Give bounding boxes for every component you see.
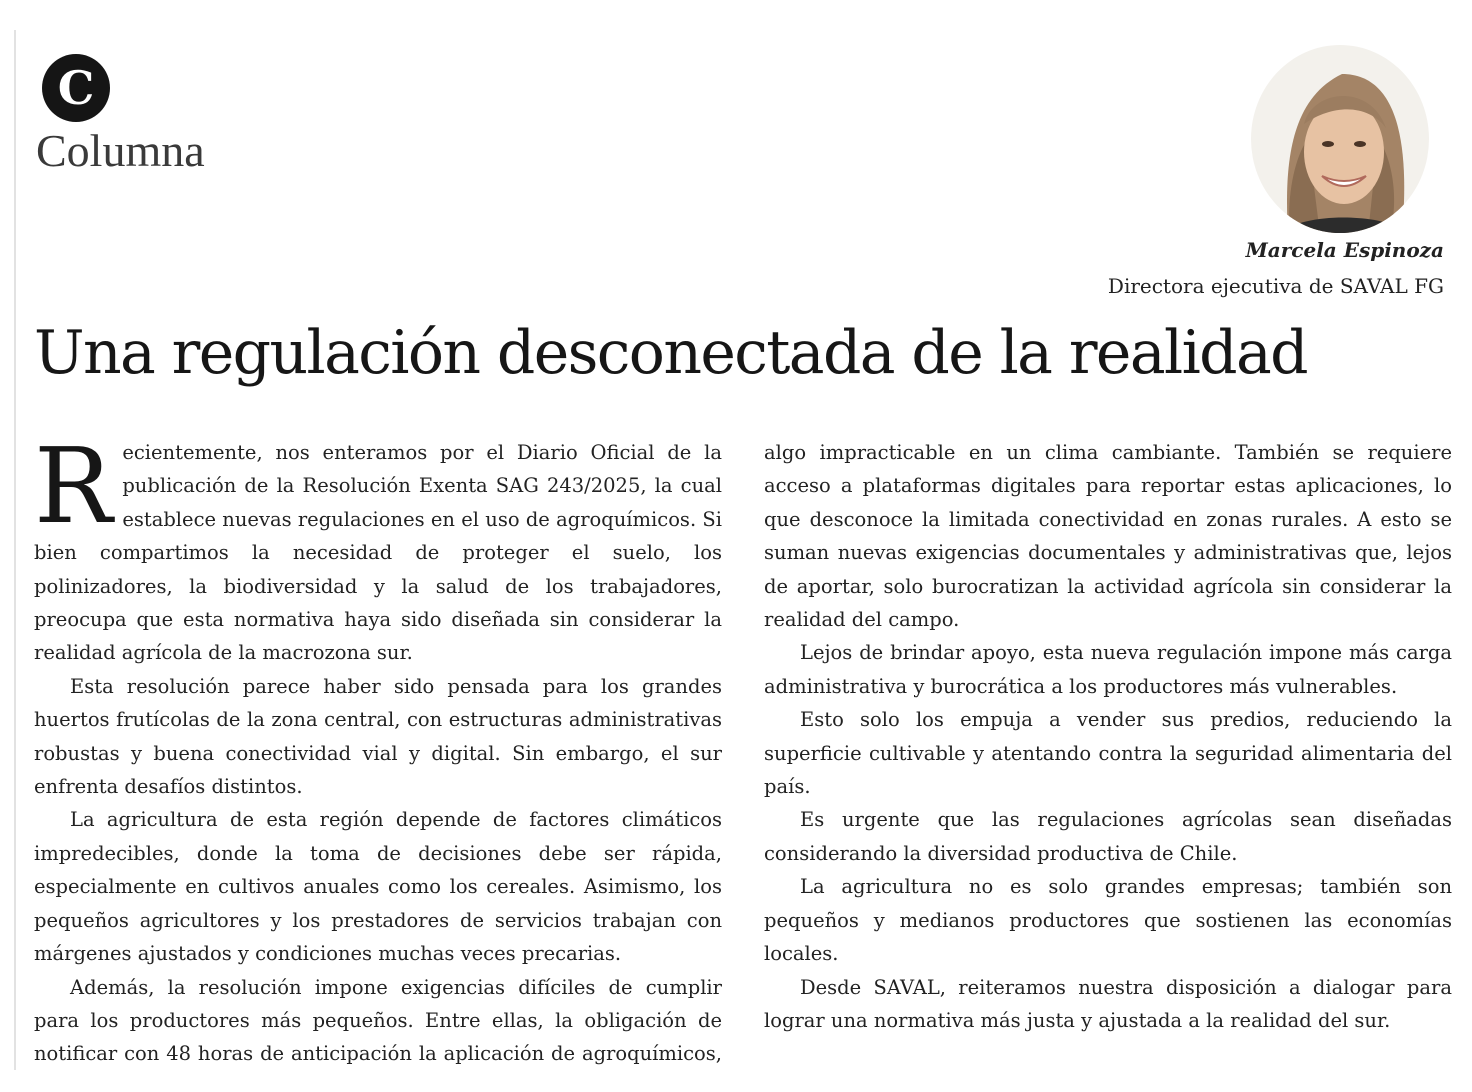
- article-paragraph: Desde SAVAL, reiteramos nuestra disposición a dialogar para lograr una normativa más justa y ajustada a la realidad del sur.: [764, 975, 1452, 1032]
- drop-cap: R: [34, 425, 113, 547]
- article-paragraph: Es urgente que las regulaciones agrícolas sean diseñadas considerando la diversidad productiva de Chile.: [764, 808, 1452, 865]
- article-paragraph: [34, 425, 722, 670]
- article-paragraph: Lejos de brindar apoyo, esta nueva regulación impone más carga administrativa y burocrática a los productores más vulnerables.: [764, 641, 1452, 698]
- article-paragraph: Esta resolución parece haber sido pensada para los grandes huertos frutícolas de la zona central, con estructuras administrativas robustas y buena conectividad vial y digital. Sin embargo, el sur enfrenta desafíos distintos.: [34, 674, 722, 799]
- section-badge: [42, 54, 110, 122]
- article-paragraph: La agricultura no es solo grandes empresas; también son pequeños y medianos productores que sostienen las economías locales.: [764, 875, 1452, 966]
- article-body: [34, 425, 1452, 1076]
- author-photo: [1250, 44, 1430, 234]
- section-badge-letter: C: [57, 61, 95, 115]
- article-paragraph: Además, la resolución impone exigencias difíciles de cumplir para los productores más pequeños. Entre ellas, la obligación de notificar con 48 horas de anticipación la aplicación de agroquímicos, algo impracticable en un clima cambiante. También se requiere acceso a plataformas digitales para reportar estas aplicaciones, lo que desconoce la limitada conectividad en zonas rurales. A esto se suman nuevas exigencias documentales y administrativas que, lejos de aportar, solo burocratizan la actividad agrícola sin considerar la realidad del campo.: [34, 441, 1452, 1066]
- section-label: Columna: [36, 125, 205, 176]
- author-name: Marcela Espinoza: [1245, 238, 1444, 262]
- author-role: Directora ejecutiva de SAVAL FG: [1107, 274, 1444, 298]
- article-paragraph: Esto solo los empuja a vender sus predios, reduciendo la superficie cultivable y atentando contra la seguridad alimentaria del país.: [764, 708, 1452, 799]
- article-paragraph-text: ecientemente, nos enteramos por el Diario Oficial de la publicación de la Resolución Exenta SAG 243/2025, la cual establece nuevas regulaciones en el uso de agroquímicos. Si bien compartimos la necesidad de proteger el suelo, los polinizadores, la biodiversidad y la salud de los trabajadores, preocupa que esta normativa haya sido diseñada sin considerar la realidad agrícola de la macrozona sur.: [34, 441, 722, 665]
- article-paragraph: La agricultura de esta región depende de factores climáticos impredecibles, donde la toma de decisiones debe ser rápida, especialmente en cultivos anuales como los cereales. Asimismo, los pequeños agricultores y los prestadores de servicios trabajan con márgenes ajustados y condiciones muchas veces precarias.: [34, 808, 722, 966]
- article-headline: Una regulación desconectada de la realidad: [34, 318, 1307, 388]
- page-edge-rule: [14, 30, 16, 1070]
